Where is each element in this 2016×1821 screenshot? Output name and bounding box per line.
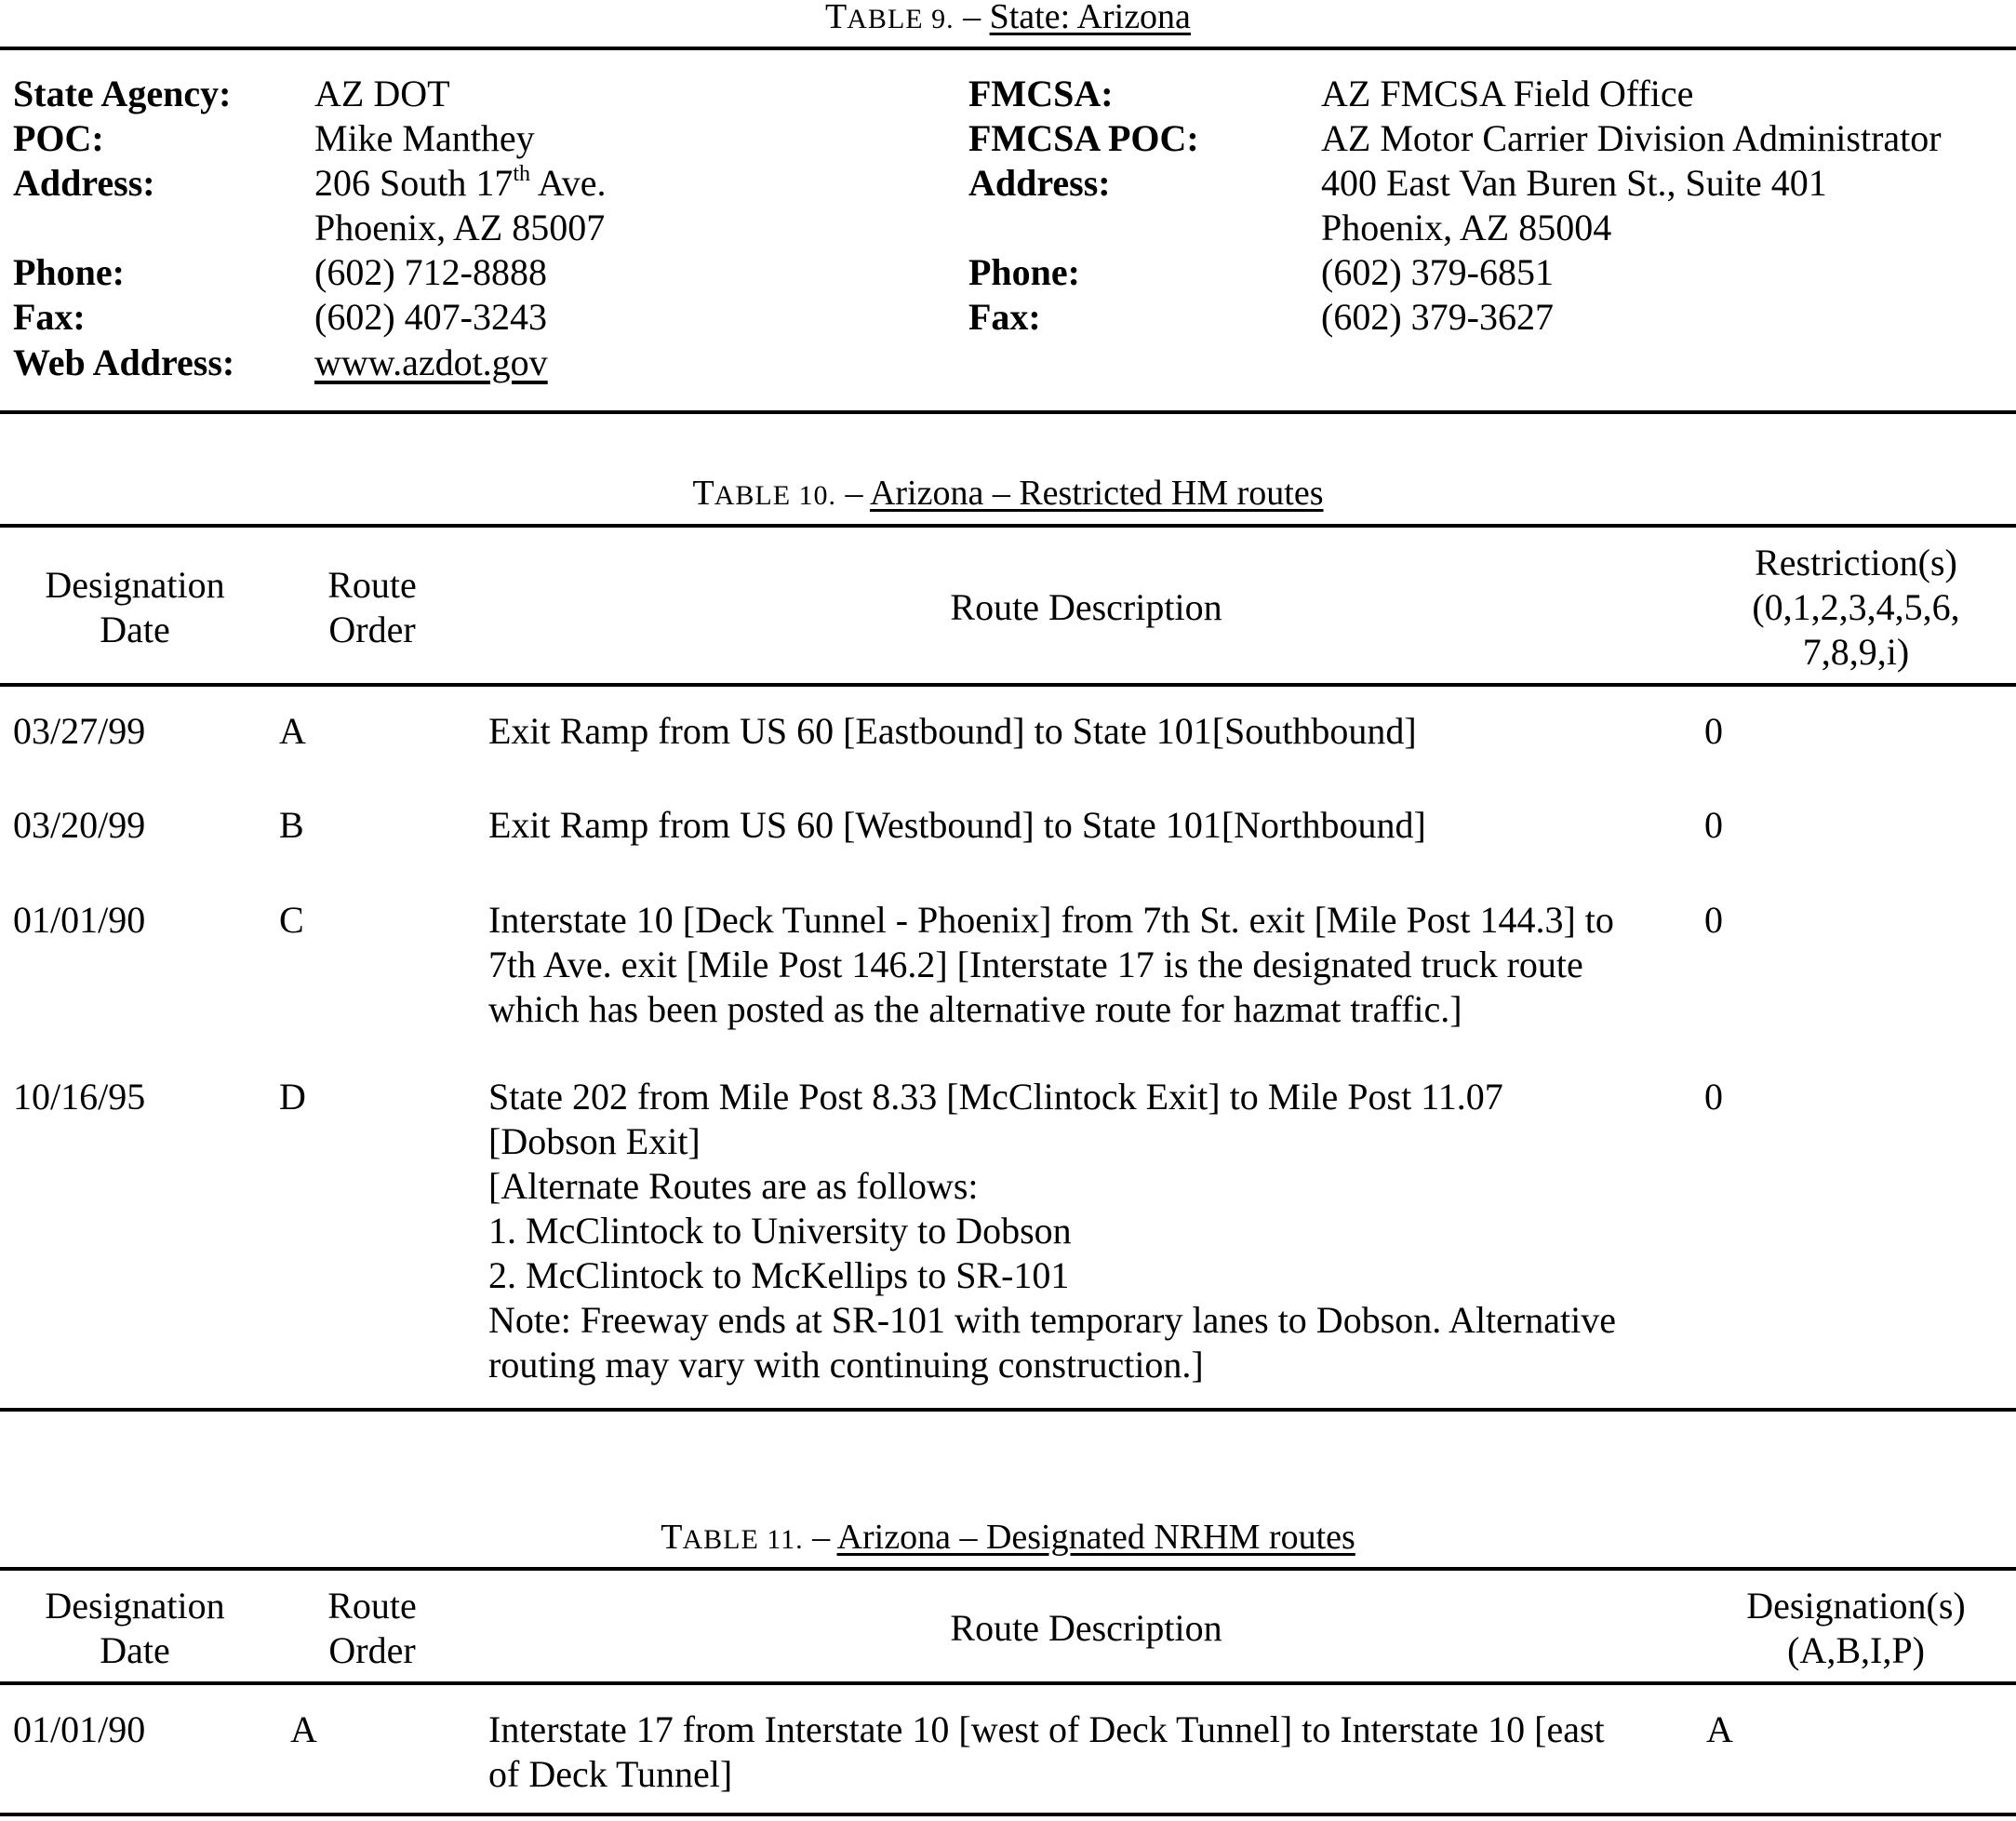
t10-row-d-description (488, 1075, 1689, 1387)
t10-row-a-restriction: 0 (1704, 710, 1723, 752)
table11-header-rule (0, 1681, 2016, 1685)
t11-row-a-date: 01/01/90 (13, 1708, 146, 1750)
table9-top-rule (0, 47, 2016, 50)
value-fmcsa-fax: (602) 379-3627 (1321, 296, 1554, 338)
t10-row-d-desc-line-4: 1. McClintock to University to Dobson (488, 1210, 1072, 1252)
label-fmcsa-phone: Phone: (968, 251, 1080, 293)
table9-caption-prefix-t: T (825, 0, 848, 36)
t11-header-date-2: Date (100, 1629, 170, 1671)
table11-caption-title: Arizona – Designated NRHM routes (836, 1518, 1355, 1557)
t10-row-b-description (488, 803, 1689, 848)
t10-row-c-desc-line-3: which has been posted as the alternative route for hazmat traffic.] (488, 988, 1462, 1030)
label-poc: POC: (13, 117, 104, 159)
value-fmcsa-poc: AZ Motor Carrier Division Administrator (1321, 117, 1942, 159)
table10-caption-prefix-t: T (692, 474, 714, 513)
t10-row-d-date: 10/16/95 (13, 1076, 146, 1118)
t10-row-b-restriction: 0 (1704, 804, 1723, 846)
table11-top-rule (0, 1567, 2016, 1571)
t10-row-c-desc-line-1: Interstate 10 [Deck Tunnel - Phoenix] from 7th St. exit [Mile Post 144.3] to (488, 899, 1614, 941)
value-poc: Mike Manthey (314, 117, 535, 159)
t10-header-date-2: Date (100, 609, 170, 650)
label-address: Address: (13, 162, 155, 204)
table10-caption-title: Arizona – Restricted HM routes (869, 474, 1324, 513)
table9-caption (0, 0, 2016, 40)
t10-row-d-desc-line-7: routing may vary with continuing construction.] (488, 1344, 1204, 1386)
t11-row-a-description (488, 1707, 1689, 1797)
t10-header-description: Route Description (950, 586, 1222, 628)
t11-row-a-desc-line-2: of Deck Tunnel] (488, 1753, 733, 1795)
t10-row-c-restriction: 0 (1704, 899, 1723, 941)
t10-row-a-desc-line: Exit Ramp from US 60 [Eastbound] to State 101[Southbound] (488, 710, 1417, 752)
address-line1-text: 206 South 17 (314, 162, 514, 204)
label-fmcsa-address: Address: (968, 162, 1111, 204)
table9-caption-dash: – (954, 0, 990, 36)
value-phone: (602) 712-8888 (314, 251, 547, 293)
t10-row-c-order: C (279, 899, 304, 941)
t10-row-d-desc-line-1: State 202 from Mile Post 8.33 [McClintock Exit] to Mile Post 11.07 (488, 1076, 1503, 1118)
t11-row-a-designation: A (1706, 1708, 1733, 1750)
t11-header-order-1: Route (327, 1585, 417, 1627)
table11-caption (0, 1517, 2016, 1560)
t10-row-c-desc-line-2: 7th Ave. exit [Mile Post 146.2] [Interstate 17 is the designated truck route (488, 944, 1583, 985)
table11-caption-prefix: ABLE 11. (682, 1524, 804, 1555)
t10-header-date-1: Designation (45, 564, 225, 606)
value-fmcsa-address-line2: Phoenix, AZ 85004 (1321, 207, 1612, 248)
t10-header-restriction-3: 7,8,9,i) (1802, 631, 1910, 673)
label-fax: Fax: (13, 296, 86, 338)
value-address-line2: Phoenix, AZ 85007 (314, 207, 606, 248)
value-fax: (602) 407-3243 (314, 296, 547, 338)
table9-caption-title: State: Arizona (989, 0, 1191, 36)
t11-row-a-order: A (290, 1708, 317, 1750)
table10-bottom-rule (0, 1408, 2016, 1412)
t11-header-designation-2: (A,B,I,P) (1787, 1629, 1925, 1671)
t10-row-a-date: 03/27/99 (13, 710, 146, 752)
table9-bottom-rule (0, 410, 2016, 414)
table10-caption-dash: – (836, 474, 870, 513)
t11-header-order-2: Order (328, 1629, 416, 1671)
t10-header-order-1: Route (327, 564, 417, 606)
label-fmcsa-fax: Fax: (968, 296, 1041, 338)
web-address-link[interactable]: www.azdot.gov (314, 341, 548, 383)
label-fmcsa: FMCSA: (968, 73, 1114, 114)
t11-header-designation-1: Designation(s) (1746, 1585, 1966, 1627)
t10-row-d-desc-line-6: Note: Freeway ends at SR-101 with temporary lanes to Dobson. Alternative (488, 1299, 1616, 1341)
t10-header-restriction-2: (0,1,2,3,4,5,6, (1752, 586, 1960, 628)
label-fmcsa-poc: FMCSA POC: (968, 117, 1199, 159)
t10-row-a-description (488, 709, 1689, 754)
table9-caption-prefix: ABLE 9. (847, 4, 955, 34)
table10-caption-prefix: ABLE 10. (714, 480, 837, 511)
t10-row-b-date: 03/20/99 (13, 804, 146, 846)
t10-row-d-desc-line-5: 2. McClintock to McKellips to SR-101 (488, 1254, 1070, 1296)
t10-row-b-desc-line: Exit Ramp from US 60 [Westbound] to State 101[Northbound] (488, 804, 1426, 846)
value-fmcsa: AZ FMCSA Field Office (1321, 73, 1694, 114)
label-phone: Phone: (13, 251, 125, 293)
t10-row-c-date: 01/01/90 (13, 899, 146, 941)
table10-header-rule (0, 683, 2016, 687)
t10-header-restriction-1: Restriction(s) (1755, 542, 1957, 583)
address-ordinal-sup: th (513, 162, 531, 186)
table10-caption (0, 473, 2016, 516)
label-state-agency: State Agency: (13, 73, 232, 114)
t10-header-order-2: Order (328, 609, 416, 650)
label-web-address: Web Address: (13, 341, 235, 383)
value-address-line1 (314, 161, 607, 206)
t11-row-a-desc-line-1: Interstate 17 from Interstate 10 [west of Deck Tunnel] to Interstate 10 [east (488, 1708, 1605, 1750)
t10-row-a-order: A (279, 710, 306, 752)
address-line1-suffix: Ave. (530, 162, 607, 204)
t10-row-b-order: B (279, 804, 304, 846)
table11-caption-dash: – (803, 1518, 837, 1557)
value-state-agency: AZ DOT (314, 73, 450, 114)
table11-bottom-rule (0, 1813, 2016, 1816)
table11-caption-prefix-t: T (661, 1518, 683, 1557)
t11-header-date-1: Designation (45, 1585, 225, 1627)
t10-row-d-order: D (279, 1076, 306, 1118)
t10-row-d-restriction: 0 (1704, 1076, 1723, 1118)
t10-row-c-description (488, 898, 1689, 1032)
t10-row-d-desc-line-2: [Dobson Exit] (488, 1120, 701, 1162)
table10-top-rule (0, 524, 2016, 528)
value-fmcsa-phone: (602) 379-6851 (1321, 251, 1554, 293)
t11-header-description: Route Description (950, 1607, 1222, 1649)
t10-row-d-desc-line-3: [Alternate Routes are as follows: (488, 1165, 979, 1207)
value-fmcsa-address-line1: 400 East Van Buren St., Suite 401 (1321, 162, 1827, 204)
